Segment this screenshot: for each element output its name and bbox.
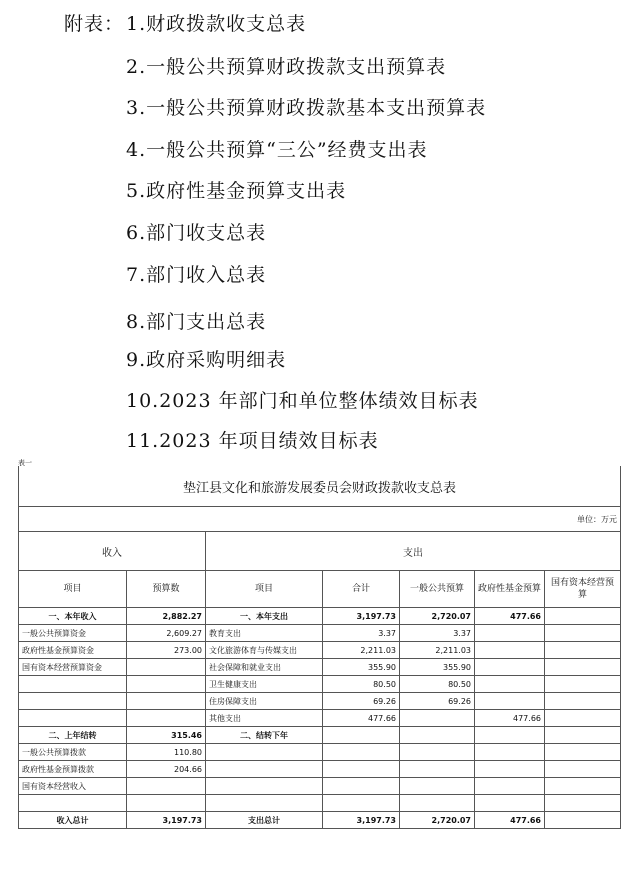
column-header-row [19, 571, 621, 608]
table-cell: 3.37 [400, 625, 475, 642]
table-cell: 国有资本经营收入 [19, 778, 127, 795]
table-cell [545, 727, 621, 744]
table-row [19, 676, 621, 693]
table-cell: 69.26 [323, 693, 400, 710]
table-cell: 一、本年收入 [19, 608, 127, 625]
column-header: 合计 [323, 571, 400, 608]
table-cell: 国有资本经营预算资金 [19, 659, 127, 676]
table-cell: 3.37 [323, 625, 400, 642]
appendix-item: 1.财政拨款收支总表 [126, 13, 307, 35]
table-cell: 一般公共预算资金 [19, 625, 127, 642]
appendix-item: 7.部门收入总表 [126, 264, 267, 286]
table-tag: 表一 [18, 459, 32, 467]
table-cell [475, 778, 545, 795]
table-cell [475, 744, 545, 761]
table-cell: 支出总计 [206, 812, 323, 829]
table-cell [400, 795, 475, 812]
table-cell [475, 625, 545, 642]
table-cell [545, 812, 621, 829]
table-cell: 80.50 [400, 676, 475, 693]
table-cell: 315.46 [127, 727, 206, 744]
appendix-item: 11.2023 年项目绩效目标表 [126, 430, 379, 452]
table-cell [545, 676, 621, 693]
table-cell [206, 795, 323, 812]
table-cell: 住房保障支出 [206, 693, 323, 710]
table-row [19, 693, 621, 710]
table-row [19, 795, 621, 812]
table-cell: 477.66 [475, 608, 545, 625]
table-cell: 204.66 [127, 761, 206, 778]
table-cell: 一般公共预算拨款 [19, 744, 127, 761]
table-cell: 文化旅游体育与传媒支出 [206, 642, 323, 659]
column-header: 项目 [206, 571, 323, 608]
table-cell: 社会保障和就业支出 [206, 659, 323, 676]
unit-row [19, 507, 621, 532]
table-cell [206, 778, 323, 795]
appendix-item: 9.政府采购明细表 [126, 349, 287, 371]
appendix-prefix: 附表： [64, 13, 125, 35]
table-cell: 二、上年结转 [19, 727, 127, 744]
table-cell: 2,609.27 [127, 625, 206, 642]
table-cell [545, 795, 621, 812]
table-title-row [19, 466, 621, 507]
table-cell [400, 761, 475, 778]
appendix-item: 3.一般公共预算财政拨款基本支出预算表 [126, 97, 487, 119]
column-header: 国有资本经营预算 [545, 571, 621, 608]
table-title: 垫江县文化和旅游发展委员会财政拨款收支总表 [19, 466, 621, 507]
table-cell: 政府性基金预算拨款 [19, 761, 127, 778]
table-cell [323, 744, 400, 761]
income-header: 收入 [19, 532, 206, 571]
appendix-item: 2.一般公共预算财政拨款支出预算表 [126, 56, 447, 78]
table-cell: 教育支出 [206, 625, 323, 642]
table-cell: 3,197.73 [323, 812, 400, 829]
table-cell [545, 693, 621, 710]
table-row [19, 608, 621, 625]
column-header: 预算数 [127, 571, 206, 608]
table-cell [127, 778, 206, 795]
appendix-item: 4.一般公共预算“三公”经费支出表 [126, 139, 428, 161]
table-cell: 355.90 [323, 659, 400, 676]
table-cell [19, 795, 127, 812]
section-header-row [19, 532, 621, 571]
table-cell [545, 710, 621, 727]
table-row [19, 710, 621, 727]
table-cell [400, 744, 475, 761]
table-cell: 477.66 [323, 710, 400, 727]
expense-header: 支出 [206, 532, 621, 571]
column-header: 政府性基金预算 [475, 571, 545, 608]
table-cell [19, 676, 127, 693]
table-cell: 273.00 [127, 642, 206, 659]
table-cell [127, 676, 206, 693]
table-cell: 2,211.03 [400, 642, 475, 659]
table-cell: 2,720.07 [400, 608, 475, 625]
table-cell: 2,720.07 [400, 812, 475, 829]
table-cell [545, 625, 621, 642]
table-cell: 政府性基金预算资金 [19, 642, 127, 659]
table-cell: 477.66 [475, 710, 545, 727]
table-cell [400, 727, 475, 744]
table-cell [127, 710, 206, 727]
table-cell [206, 761, 323, 778]
table-cell: 卫生健康支出 [206, 676, 323, 693]
table-cell [323, 795, 400, 812]
table-cell: 69.26 [400, 693, 475, 710]
table-cell [475, 693, 545, 710]
table-cell [475, 761, 545, 778]
total-row [19, 812, 621, 829]
table-cell [475, 727, 545, 744]
table-cell [206, 744, 323, 761]
column-header: 一般公共预算 [400, 571, 475, 608]
table-cell [400, 710, 475, 727]
table-row [19, 727, 621, 744]
table-cell [323, 727, 400, 744]
table-cell [475, 795, 545, 812]
table-cell [545, 778, 621, 795]
table-cell [545, 659, 621, 676]
table-cell: 二、结转下年 [206, 727, 323, 744]
appendix-item: 6.部门收支总表 [126, 222, 267, 244]
table-cell [545, 608, 621, 625]
table-cell [475, 659, 545, 676]
table-cell [545, 744, 621, 761]
table-cell [475, 642, 545, 659]
table-cell [545, 761, 621, 778]
unit-label: 单位：万元 [19, 507, 621, 532]
table-cell [127, 693, 206, 710]
budget-summary-table [18, 466, 621, 829]
column-header: 项目 [19, 571, 127, 608]
table-cell [545, 642, 621, 659]
appendix-item: 5.政府性基金预算支出表 [126, 180, 347, 202]
appendix-item: 8.部门支出总表 [126, 311, 267, 333]
table-cell: 2,211.03 [323, 642, 400, 659]
table-cell [127, 795, 206, 812]
table-cell: 110.80 [127, 744, 206, 761]
table-row [19, 659, 621, 676]
table-cell [400, 778, 475, 795]
appendix-item: 10.2023 年部门和单位整体绩效目标表 [126, 390, 479, 412]
table-row [19, 625, 621, 642]
table-cell: 3,197.73 [323, 608, 400, 625]
table-cell [323, 761, 400, 778]
table-cell: 355.90 [400, 659, 475, 676]
table-cell: 3,197.73 [127, 812, 206, 829]
table-cell: 80.50 [323, 676, 400, 693]
table-row [19, 744, 621, 761]
table-cell: 477.66 [475, 812, 545, 829]
table-cell [127, 659, 206, 676]
table-cell: 收入总计 [19, 812, 127, 829]
table-cell [475, 676, 545, 693]
table-cell [323, 778, 400, 795]
table-cell [19, 693, 127, 710]
table-row [19, 642, 621, 659]
table-cell [19, 710, 127, 727]
table-cell: 2,882.27 [127, 608, 206, 625]
table-row [19, 778, 621, 795]
table-cell: 一、本年支出 [206, 608, 323, 625]
table-row [19, 761, 621, 778]
table-cell: 其他支出 [206, 710, 323, 727]
